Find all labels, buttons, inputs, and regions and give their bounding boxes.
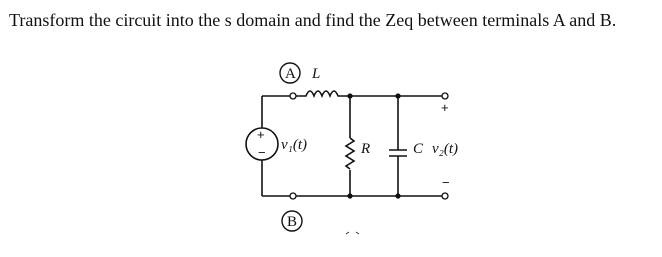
output-plus-node [442, 93, 448, 99]
output-label: v₂(t) [432, 141, 459, 157]
junction-bottom-cap [395, 193, 400, 198]
source-label: v₁(t) [281, 137, 308, 153]
output-minus-node [442, 193, 448, 199]
inductor-label: L [312, 66, 321, 82]
terminal-a-node [290, 93, 296, 99]
terminal-b-node [290, 193, 296, 199]
resistor-label: R [361, 141, 371, 157]
junction-bottom-resistor [347, 193, 352, 198]
terminal-a-label: A [285, 66, 296, 82]
capacitor-label: C [413, 141, 424, 157]
question-text: Transform the circuit into the s domain and find the Zeq between terminals A and B. [9, 10, 617, 30]
source-minus-sign: − [258, 145, 266, 160]
resistor [346, 138, 354, 169]
artifact-mark [346, 232, 359, 234]
source-plus-sign: + [257, 127, 265, 142]
output-plus-sign: + [441, 100, 449, 115]
inductor [296, 91, 350, 96]
junction-top-cap [395, 93, 400, 98]
output-minus-sign: − [442, 175, 450, 190]
junction-top-resistor [347, 93, 352, 98]
terminal-b-label: B [287, 214, 298, 230]
